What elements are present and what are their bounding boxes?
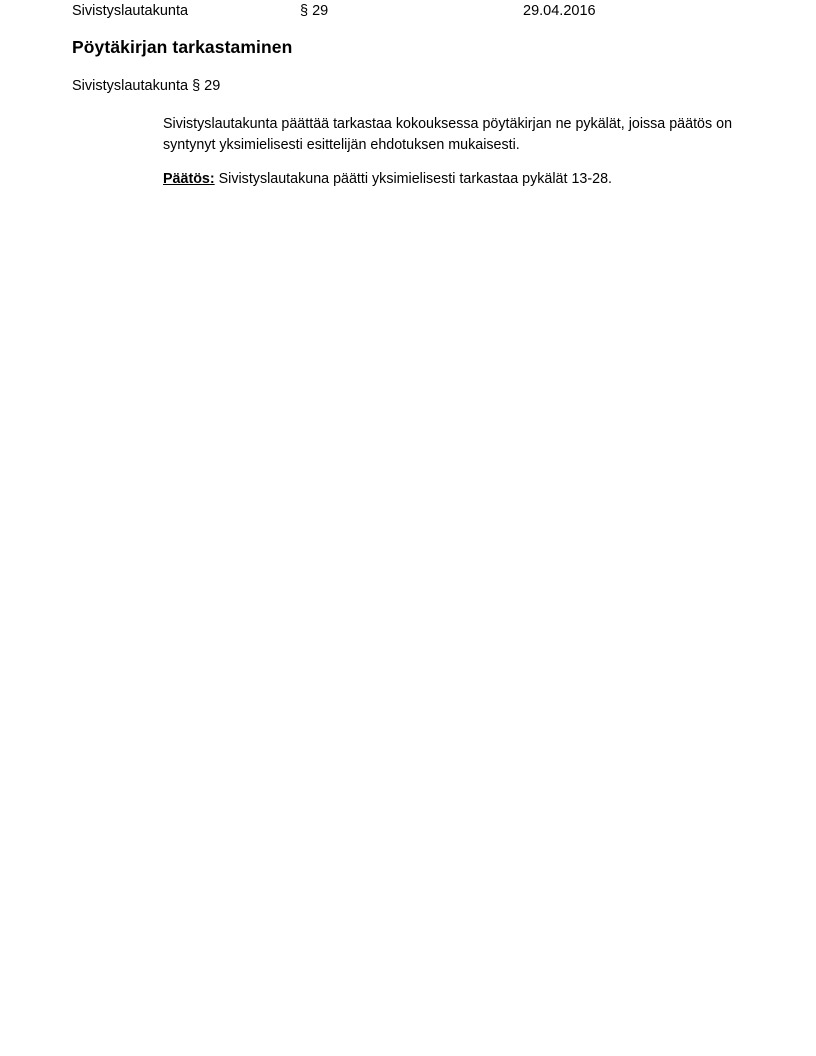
header-date: 29.04.2016: [523, 3, 596, 19]
decision-label: Päätös:: [163, 171, 215, 187]
decision-text: Sivistyslautakuna päätti yksimielisesti tarkastaa pykälät 13-28.: [218, 171, 612, 187]
agenda-item-subheading: Sivistyslautakunta § 29: [72, 78, 221, 94]
page-title: Pöytäkirjan tarkastaminen: [72, 37, 293, 57]
proposal-paragraph: Sivistyslautakunta päättää tarkastaa kokouksessa pöytäkirjan ne pykälät, joissa päätös on syntynyt yksimielisesti esittelijän ehdotuksen mukaisesti.: [163, 116, 733, 153]
page-header: [72, 0, 744, 22]
header-section-number: § 29: [300, 3, 329, 19]
header-body-name: Sivistyslautakunta: [72, 3, 189, 19]
decision-paragraph: [163, 169, 733, 190]
